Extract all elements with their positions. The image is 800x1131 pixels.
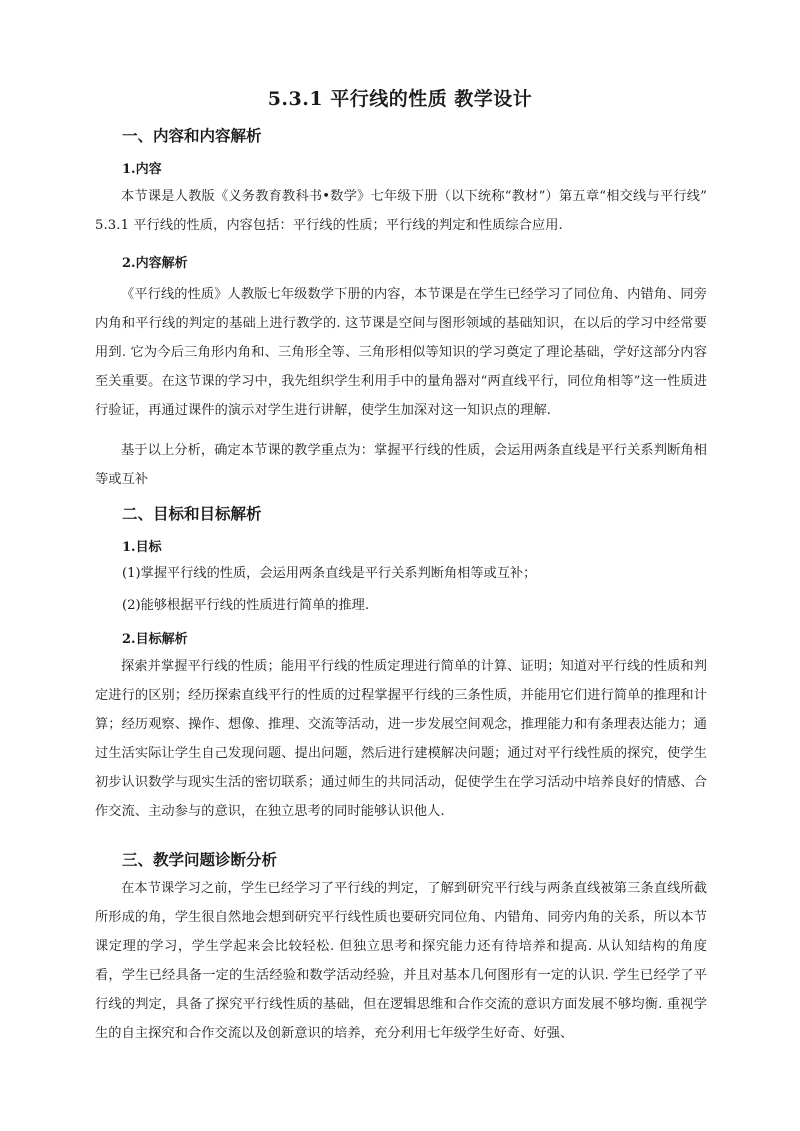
paragraph-content: 本节课是人教版《义务教育教科书•数学》七年级下册（以下统称“教材”）第五章“相交线与平行线” 5.3.1 平行线的性质，内容包括：平行线的性质；平行线的判定和性质综合应用. [95, 189, 707, 233]
subheading-content: 1.内容 [122, 162, 162, 177]
section-heading-diagnosis: 三、教学问题诊断分析 [122, 850, 278, 869]
paragraph-key-points: 基于以上分析，确定本节课的教学重点为：掌握平行线的性质，会运用两条直线是平行关系判断角相等或互补 [95, 443, 707, 487]
paragraph-objectives-analysis: 探索并掌握平行线的性质；能用平行线的性质定理进行简单的计算、证明；知道对平行线的性质和判定进行的区别；经历探索直线平行的性质的过程掌握平行线的三条性质，并能用它们进行简单的推理和计算；经历观察、操作、想像、推理、交流等活动，进一步发展空间观念，推理能力和有条理表达能力；通过生活实际让学生自己发现问题、提出问题，然后进行建模解决问题；通过对平行线性质的探究，使学生初步认识数学与现实生活的密切联系；通过师生的共同活动，促使学生在学习活动中培养良好的情感、合作交流、主动参与的意识，在独立思考的同时能够认识他人. [95, 659, 707, 819]
subheading-content-analysis: 2.内容解析 [122, 256, 188, 271]
paragraph-content-analysis: 《平行线的性质》人教版七年级数学下册的内容，本节课是在学生已经学习了同位角、内错角、同旁内角和平行线的判定的基础上进行教学的. 这节课是空间与图形领域的基础知识，在以后的学习中经常要用到. 它为今后三角形内角和、三角形全等、三角形相似等知识的学习奠定了理论基础，学好这部分内容至关重要。在这节课的学习中，我先组织学生利用手中的量角器对“两直线平行，同位角相等”这一性质进行验证，再通过课件的演示对学生进行讲解，使学生加深对这一知识点的理解. [95, 287, 707, 418]
section-heading-content: 一、内容和内容解析 [122, 126, 262, 145]
objective-item-1: (1)掌握平行线的性质，会运用两条直线是平行关系判断角相等或互补； [122, 566, 537, 581]
section-heading-objectives: 二、目标和目标解析 [122, 504, 262, 523]
subheading-objectives-analysis: 2.目标解析 [122, 632, 188, 647]
subheading-objectives: 1.目标 [122, 540, 162, 555]
objective-item-2: (2)能够根据平行线的性质进行简单的推理. [122, 598, 370, 613]
document-title: 5.3.1 平行线的性质 教学设计 [267, 88, 533, 110]
paragraph-diagnosis: 在本节课学习之前，学生已经学习了平行线的判定，了解到研究平行线与两条直线被第三条直线所截所形成的角，学生很自然地会想到研究平行线性质也要研究同位角、内错角、同旁内角的关系，所以本节课定理的学习，学生学起来会比较轻松. 但独立思考和探究能力还有待培养和提高. 从认知结构的角度看，学生已经具备一定的生活经验和数学活动经验，并且对基本几何图形有一定的认识. 学生已经学了平行线的判定，具备了探究平行线性质的基础，但在逻辑思维和合作交流的意识方面发展不够均衡. 重视学生的自主探究和合作交流以及创新意识的培养，充分利用七年级学生好奇、好强、 [95, 881, 707, 1041]
